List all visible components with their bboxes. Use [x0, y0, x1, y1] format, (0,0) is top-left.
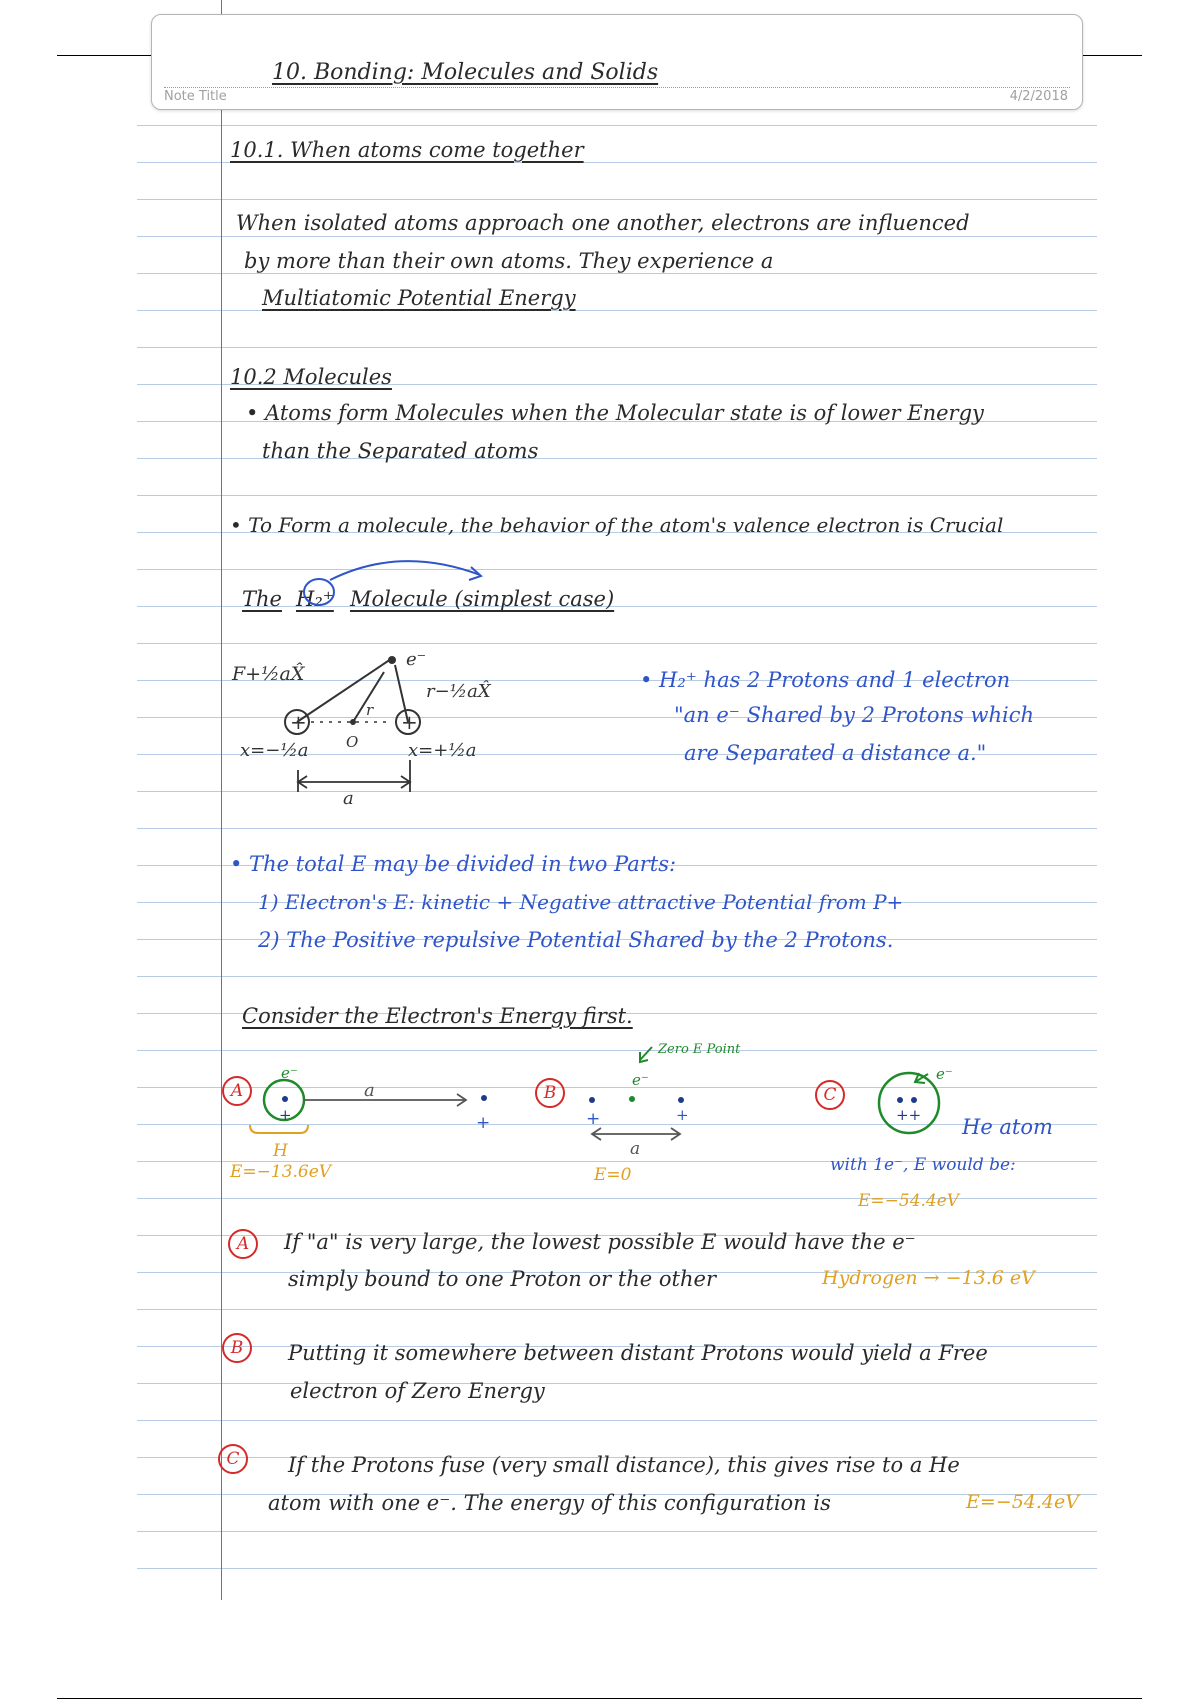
electron-energy-heading: Consider the Electron's Energy first.: [242, 1004, 633, 1028]
proton-left-symbol: +: [290, 710, 307, 734]
h2-note-line1: • H₂⁺ has 2 Protons and 1 electron: [640, 668, 1011, 692]
explanation-a-line2: simply bound to one Proton or the other: [288, 1267, 716, 1291]
label-e: e⁻: [406, 649, 427, 670]
section-10-2-bullet2: • To Form a molecule, the behavior of the atom's valence electron is Crucial: [230, 513, 1004, 537]
section-10-1-line1: When isolated atoms approach one another, electrons are influenced: [236, 211, 970, 235]
note-date: 4/2/2018: [1009, 89, 1068, 104]
h2-heading-the: The: [242, 587, 282, 611]
case-b-marker: B: [535, 1078, 565, 1108]
case-a-marker: A: [222, 1076, 252, 1106]
explanation-c-marker: C: [218, 1444, 248, 1474]
case-a-e: e⁻: [281, 1064, 298, 1082]
label-r-minus: r−½aX̂: [426, 681, 491, 702]
h2-note-line3: are Separated a distance a.": [684, 741, 987, 765]
explanation-b-line1: Putting it somewhere between distant Protons would yield a Free: [288, 1341, 988, 1365]
energy-line3: 2) The Positive repulsive Potential Shared by the 2 Protons.: [258, 928, 894, 952]
label-f-plus: F+½aX̂: [232, 663, 305, 685]
section-10-2-bullet1-line1: • Atoms form Molecules when the Molecular state is of lower Energy: [246, 401, 984, 425]
explanation-c-line2: atom with one e⁻. The energy of this configuration is: [268, 1491, 831, 1515]
case-b-plus-left: +: [586, 1109, 601, 1129]
case-a-plus-left: +: [279, 1106, 292, 1124]
note-title-label: Note Title: [164, 89, 227, 104]
case-c-e: e⁻: [936, 1065, 953, 1083]
h2-heading-rest: Molecule (simplest case): [350, 587, 615, 611]
section-10-1-line2: by more than their own atoms. They experience a: [244, 249, 774, 273]
explanation-a-marker: A: [228, 1229, 258, 1259]
label-a: a: [343, 788, 354, 809]
energy-line1: • The total E may be divided in two Parts:: [230, 852, 677, 876]
section-10-1-heading: 10.1. When atoms come together: [230, 138, 584, 162]
section-10-1-line3: Multiatomic Potential Energy: [262, 286, 576, 310]
energy-line2: 1) Electron's E: kinetic + Negative attractive Potential from P+: [258, 890, 904, 914]
label-x-right: x=+½a: [408, 740, 477, 761]
h2-note-line2: "an e⁻ Shared by 2 Protons which: [674, 703, 1034, 727]
explanation-b-marker: B: [222, 1333, 252, 1363]
case-b-energy: E=0: [594, 1165, 632, 1185]
label-r: r: [366, 701, 374, 719]
proton-right-symbol: +: [401, 710, 418, 734]
case-b-zero-note: Zero E Point: [658, 1042, 741, 1057]
label-x-left: x=−½a: [240, 740, 309, 761]
case-c-he-atom: He atom: [962, 1115, 1053, 1139]
case-a-h: H: [273, 1141, 288, 1161]
case-b-e: e⁻: [632, 1071, 649, 1089]
case-b-plus-right: +: [676, 1106, 689, 1124]
case-c-marker: C: [815, 1080, 845, 1110]
case-c-with: with 1e⁻, E would be:: [830, 1155, 1016, 1175]
h2-heading-ion: H₂⁺: [296, 587, 334, 611]
explanation-a-value: Hydrogen → −13.6 eV: [822, 1267, 1035, 1289]
explanation-a-line1: If "a" is very large, the lowest possible E would have the e⁻: [284, 1230, 916, 1254]
explanation-b-line2: electron of Zero Energy: [290, 1379, 545, 1403]
case-a-plus-right: +: [476, 1113, 491, 1133]
case-a-energy: E=−13.6eV: [230, 1162, 332, 1182]
explanation-c-value: E=−54.4eV: [966, 1491, 1079, 1513]
case-c-energy: E=−54.4eV: [858, 1191, 960, 1211]
case-c-plus: ++: [896, 1106, 922, 1124]
section-10-2-heading: 10.2 Molecules: [230, 365, 392, 389]
case-b-a: a: [630, 1139, 641, 1159]
case-a-a: a: [364, 1080, 375, 1101]
explanation-c-line1: If the Protons fuse (very small distance), this gives rise to a He: [288, 1453, 960, 1477]
label-origin: O: [346, 733, 359, 751]
section-10-2-bullet1-line2: than the Separated atoms: [262, 439, 539, 463]
page-title: 10. Bonding: Molecules and Solids: [272, 60, 659, 85]
